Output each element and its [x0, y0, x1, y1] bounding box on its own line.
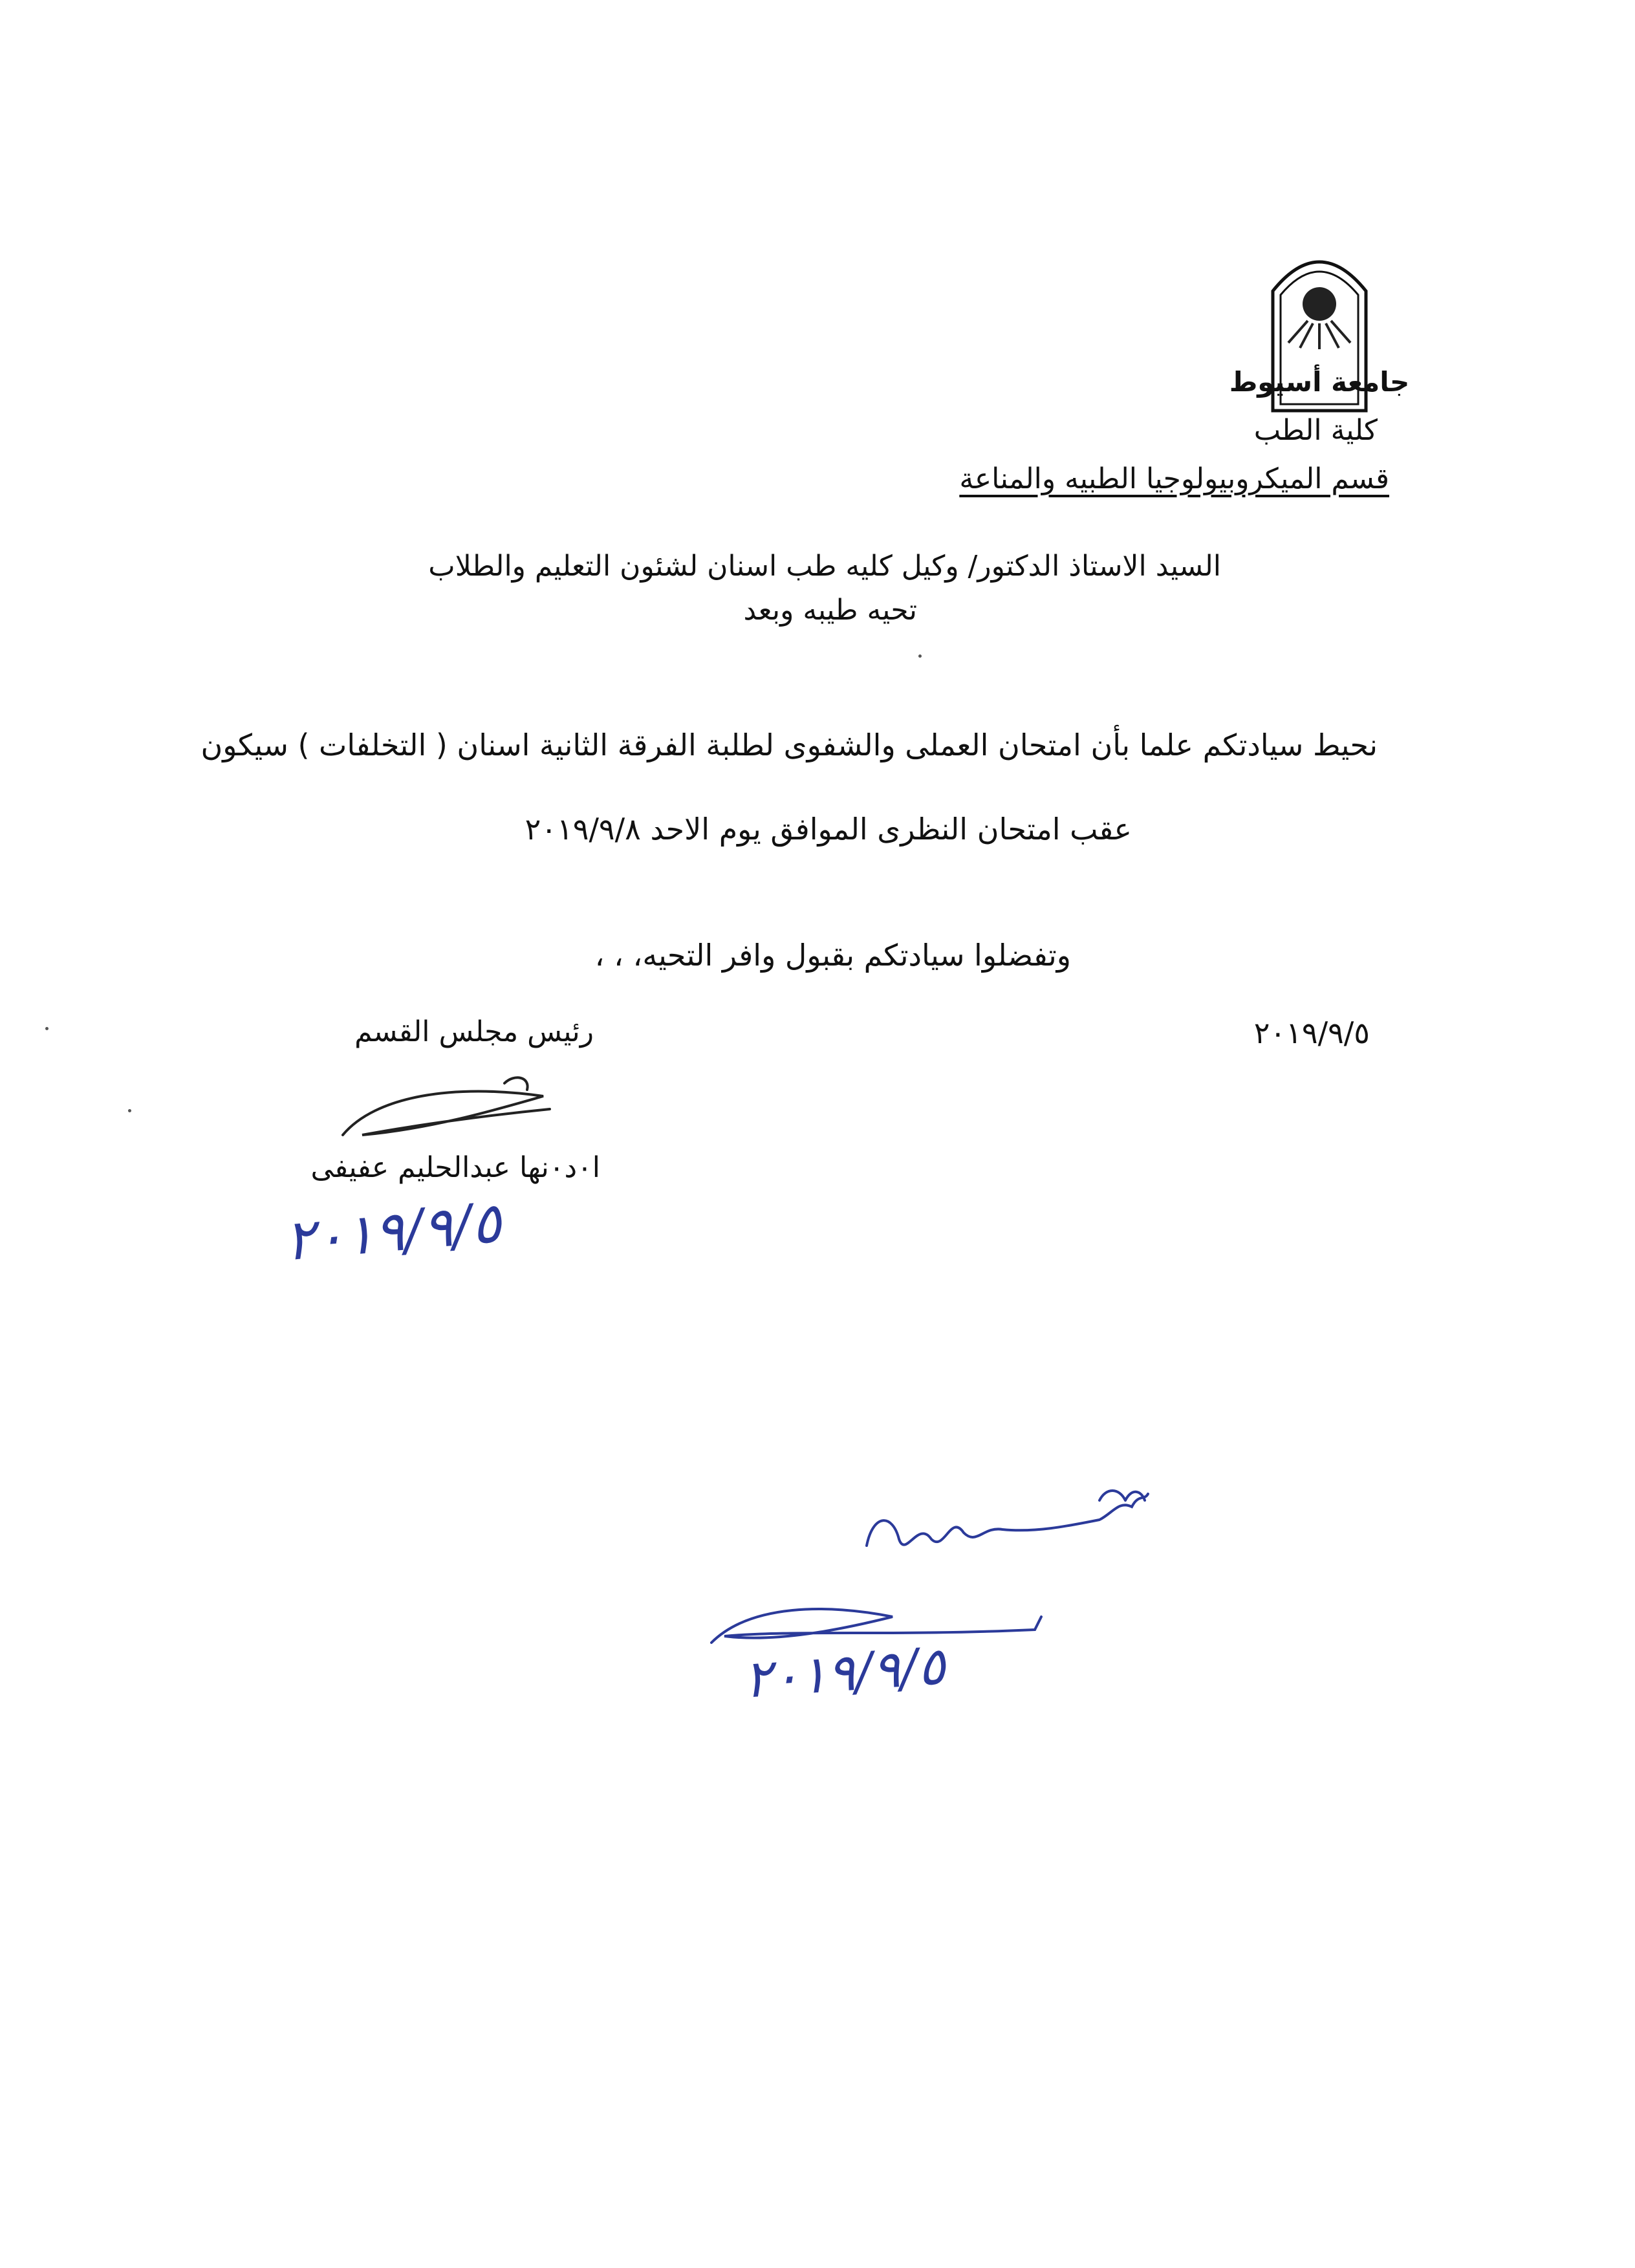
signatory-title: رئيس مجلس القسم	[354, 1015, 594, 1048]
body-line-1: نحيط سيادتكم علما بأن امتحان العملى والشفوى لطلبة الفرقة الثانية اسنان ( التخلفات ) سيكون	[200, 728, 1378, 762]
note-handwritten-date: ٢٠١٩/٩/٥	[742, 1636, 947, 1710]
closing-line: وتفضلوا سيادتكم بقبول وافر التحيه، ، ،	[594, 938, 1071, 973]
letter-date: ٢٠١٩/٩/٥	[1253, 1015, 1370, 1050]
department-head-signature	[336, 1070, 556, 1148]
logo-text: جامعة أسيوط	[1229, 366, 1410, 398]
faculty-name: كلية الطب	[1253, 414, 1378, 447]
greeting-line: تحيه طيبه وبعد	[743, 594, 917, 627]
signatory-handwritten-date: ٢٠١٩/٩/٥	[282, 1190, 504, 1274]
handwritten-note	[854, 1474, 1151, 1565]
department-name: قسم الميكروبيولوجيا الطبيه والمناعة	[959, 462, 1389, 495]
university-seal-icon	[1229, 246, 1410, 414]
scan-speck	[918, 654, 922, 658]
addressee-line: السيد الاستاذ الدكتور/ وكيل كليه طب اسنان لشئون التعليم والطلاب	[428, 550, 1221, 583]
scan-speck	[128, 1109, 131, 1112]
signatory-name: ا٠د٠نها عبدالحليم عفيفى	[310, 1151, 600, 1184]
body-line-2: عقب امتحان النظرى الموافق يوم الاحد ٢٠١٩/٩/٨	[525, 812, 1132, 847]
scan-speck	[45, 1027, 49, 1030]
